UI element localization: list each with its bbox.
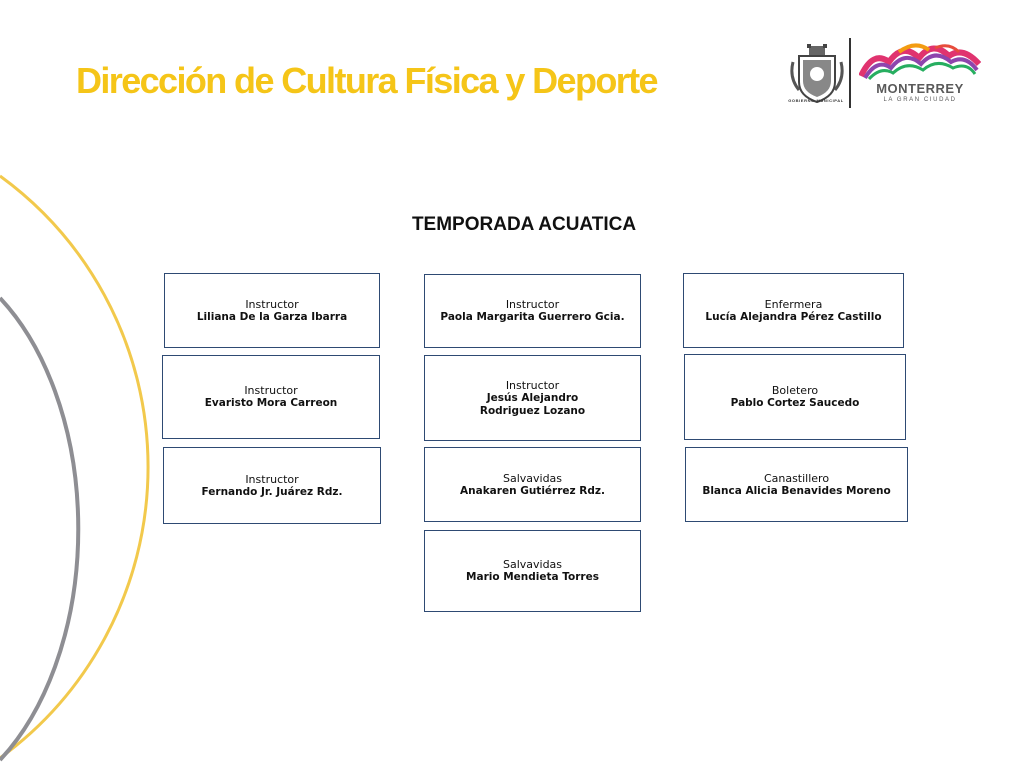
staff-box	[424, 274, 641, 348]
gov-label: GOBIERNO MUNICIPAL	[788, 98, 844, 103]
staff-role: Instructor	[505, 298, 560, 311]
staff-box	[424, 355, 641, 441]
staff-box	[683, 273, 904, 348]
staff-name: Jesús Alejandro Rodriguez Lozano	[479, 391, 586, 417]
staff-box	[162, 355, 380, 439]
staff-box	[163, 447, 381, 524]
staff-name: Lucía Alejandra Pérez Castillo	[705, 310, 882, 323]
monterrey-mountain-logo	[859, 40, 981, 80]
staff-box	[424, 447, 641, 522]
staff-name: Evaristo Mora Carreon	[204, 397, 338, 409]
city-tagline: LA GRAN CIUDAD	[883, 97, 957, 103]
staff-role: Instructor	[245, 297, 299, 311]
staff-name: Pablo Cortez Saucedo	[730, 397, 860, 409]
staff-role: Enfermera	[764, 297, 823, 311]
staff-name: Fernando Jr. Juárez Rdz.	[201, 485, 343, 498]
staff-role: Canastillero	[763, 471, 830, 485]
city-coat-of-arms-logo	[789, 42, 845, 104]
section-title: TEMPORADA ACUATICA	[411, 214, 637, 235]
staff-name: Liliana De la Garza Ibarra	[196, 310, 348, 323]
staff-name: Mario Mendieta Torres	[466, 571, 599, 583]
city-name: MONTERREY	[876, 81, 964, 96]
staff-name: Paola Margarita Guerrero Gcia.	[440, 311, 625, 323]
staff-name: Anakaren Gutiérrez Rdz.	[460, 484, 605, 497]
page-title: Dirección de Cultura Física y Deporte	[76, 60, 657, 101]
staff-role: Boletero	[771, 384, 819, 397]
logo-divider	[849, 38, 851, 108]
gray-arc	[0, 298, 78, 760]
staff-name: Blanca Alicia Benavides Moreno	[702, 484, 891, 497]
staff-box	[684, 354, 906, 440]
staff-role: Instructor	[505, 378, 560, 392]
header-logos	[785, 36, 985, 112]
staff-role: Salvavidas	[502, 471, 563, 485]
staff-box	[424, 530, 641, 612]
staff-role: Salvavidas	[502, 558, 563, 571]
staff-role: Instructor	[245, 472, 299, 486]
staff-role: Instructor	[244, 384, 298, 397]
staff-box	[164, 273, 380, 348]
staff-box	[685, 447, 908, 522]
